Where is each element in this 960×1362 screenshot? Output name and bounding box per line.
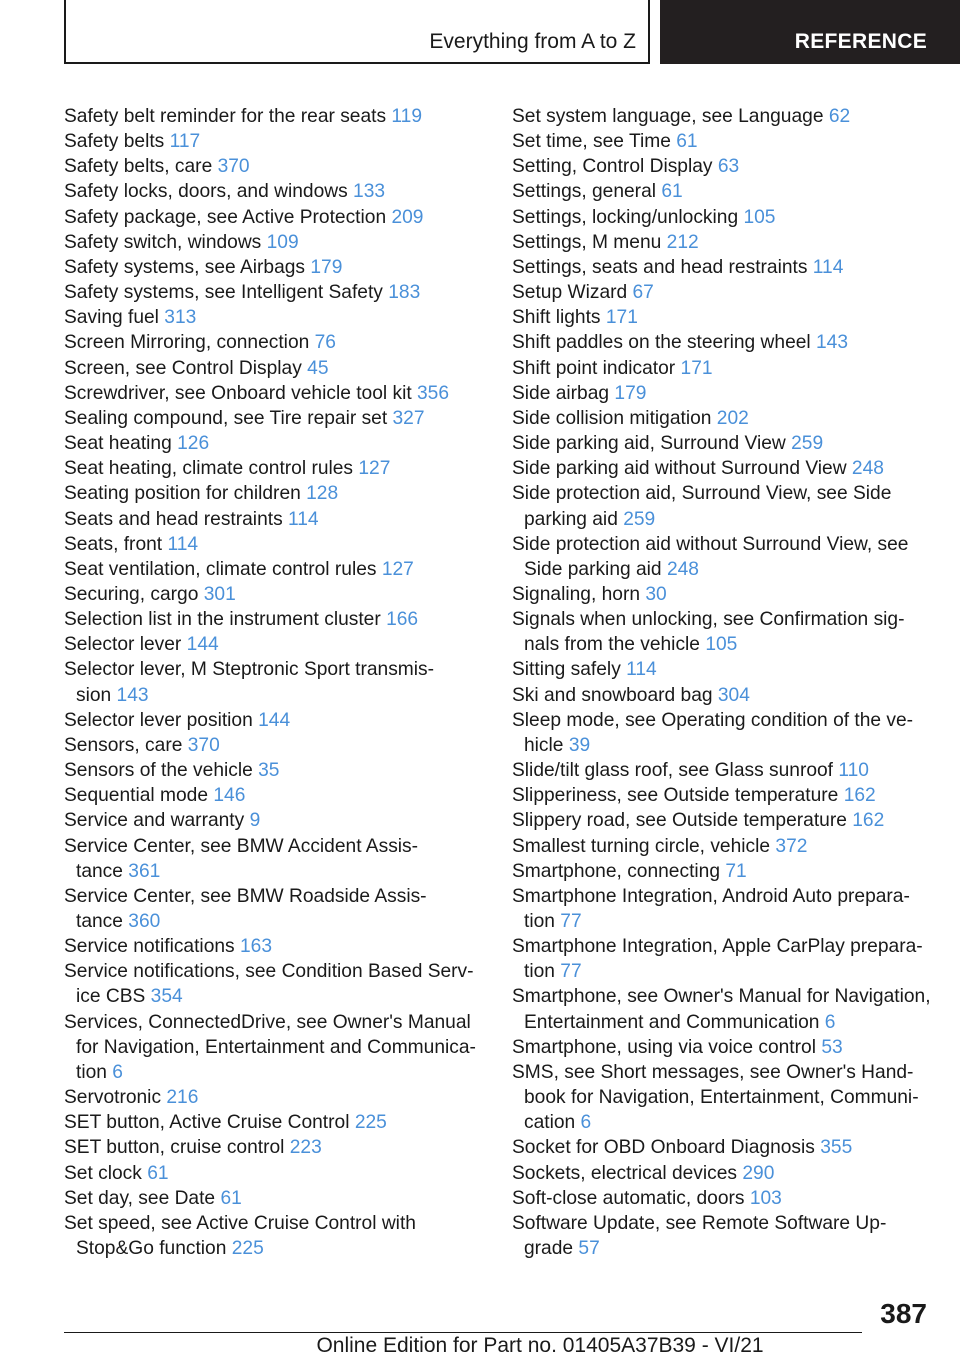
reference-tab-label: REFERENCE: [794, 30, 927, 53]
index-entry: [64, 1135, 494, 1160]
index-entry-text: SMS, see Short messages, see Owner's Hand-: [512, 1061, 914, 1083]
index-entry: [512, 456, 952, 481]
index-entry: [512, 1211, 952, 1261]
page-reference-link[interactable]: 109: [266, 231, 299, 253]
index-entry: [512, 255, 952, 280]
page-reference-link[interactable]: 143: [816, 332, 849, 354]
index-entry-text: Selector lever: [64, 634, 182, 656]
index-entry-text: sion: [76, 684, 112, 706]
index-entry-text: Seats, front: [64, 533, 163, 555]
index-entry: [512, 1035, 952, 1060]
index-entry: [512, 406, 952, 431]
page-reference-link[interactable]: 163: [239, 936, 272, 958]
index-entry-text: parking aid: [524, 508, 618, 530]
page-reference-link[interactable]: 63: [717, 156, 740, 178]
index-entry-text: Service notifications, see Condition Based Serv-: [64, 961, 474, 983]
index-entry-text: Side parking aid without Surround View: [512, 458, 847, 480]
index-entry: [64, 733, 494, 758]
page-reference-link[interactable]: 202: [716, 407, 749, 429]
index-entry-text: tance: [76, 860, 123, 882]
index-entry-text: tance: [76, 911, 123, 932]
index-entry-text: Ski and snowboard bag: [512, 684, 713, 706]
page-reference-link[interactable]: 61: [676, 131, 698, 153]
index-entry-text: Setting, Control Display: [512, 156, 713, 178]
index-entry-text: Sensors, care: [64, 734, 183, 756]
index-entry: [512, 1161, 952, 1186]
index-entry: [64, 783, 494, 808]
page-reference-link[interactable]: 114: [167, 533, 199, 555]
index-entry-text: Safety belts: [64, 131, 165, 153]
index-entry-text: ice CBS: [76, 986, 146, 1008]
index-entry: [512, 783, 952, 808]
index-entry-text: Software Update, see Remote Software Up-: [512, 1212, 887, 1234]
index-column-left: [64, 104, 494, 1261]
page-reference-link[interactable]: 304: [717, 684, 750, 706]
index-entry: [512, 1186, 952, 1211]
index-entry: [512, 934, 952, 984]
index-entry: [64, 834, 494, 884]
index-entry-text: Smartphone Integration, Android Auto prepara-: [512, 885, 910, 907]
page-reference-link[interactable]: 225: [354, 1112, 387, 1134]
page-reference-link[interactable]: 225: [231, 1238, 264, 1260]
page-reference-link[interactable]: 248: [666, 558, 699, 580]
index-entry-text: Set clock: [64, 1162, 142, 1184]
index-entry-text: Set system language, see Language: [512, 106, 824, 127]
index-entry-text: Side parking aid: [524, 558, 662, 580]
page-reference-link[interactable]: 35: [258, 760, 280, 782]
index-entry-text: Safety package, see Active Protection: [64, 206, 387, 228]
index-entry-text: Sleep mode, see Operating condition of the ve-: [512, 709, 914, 731]
index-entry: [512, 532, 952, 582]
index-entry: [64, 632, 494, 657]
index-entry-text: Slipperiness, see Outside temperature: [512, 785, 839, 807]
index-entry-text: Settings, locking/unlocking: [512, 206, 739, 228]
page-reference-link[interactable]: 212: [666, 231, 699, 253]
index-entry-text: Service Center, see BMW Roadside Assis-: [64, 885, 427, 907]
page-reference-link[interactable]: 290: [742, 1162, 775, 1184]
index-entry-text: Sequential mode: [64, 785, 209, 807]
index-entry: [512, 758, 952, 783]
index-entry: [64, 330, 494, 355]
index-entry: [64, 280, 494, 305]
index-entry: [512, 280, 952, 305]
index-entry: [64, 205, 494, 230]
index-entry: [64, 1161, 494, 1186]
index-entry-text: Seats and head restraints: [64, 508, 283, 530]
section-title-box: [64, 0, 650, 64]
index-entry-text: SET button, cruise control: [64, 1137, 285, 1159]
page-reference-link[interactable]: 77: [560, 961, 582, 983]
page-reference-link[interactable]: 370: [217, 156, 250, 178]
page-reference-link[interactable]: 39: [568, 734, 591, 756]
index-entry-text: nals from the vehicle: [524, 634, 700, 656]
page-reference-link[interactable]: 179: [614, 382, 647, 404]
index-entry: [64, 708, 494, 733]
index-entry-text: Selection list in the instrument cluster: [64, 609, 381, 631]
index-entry-text: Services, ConnectedDrive, see Owner's Manual: [64, 1011, 471, 1033]
page-reference-link[interactable]: 6: [580, 1112, 592, 1134]
index-entry: [64, 481, 494, 506]
page-reference-link[interactable]: 61: [220, 1187, 242, 1209]
page-reference-link[interactable]: 209: [391, 206, 424, 228]
index-entry-text: Settings, M menu: [512, 231, 662, 253]
index-entry-text: Seat heating: [64, 433, 172, 455]
page-reference-link[interactable]: 30: [645, 583, 667, 605]
index-entry-text: Service notifications: [64, 936, 235, 958]
index-entry-text: Socket for OBD Onboard Diagnosis: [512, 1137, 815, 1159]
index-entry-text: Smartphone, using via voice control: [512, 1036, 816, 1058]
index-entry: [512, 808, 952, 833]
index-entry-text: Safety belt reminder for the rear seats: [64, 106, 387, 127]
page-reference-link[interactable]: 259: [791, 433, 824, 455]
index-entry-text: Smartphone, see Owner's Manual for Navigation,: [512, 986, 931, 1008]
page-reference-link[interactable]: 354: [150, 986, 183, 1008]
index-entry-text: Stop&Go function: [76, 1238, 227, 1260]
index-entry: [64, 230, 494, 255]
section-title: Everything from A to Z: [429, 30, 636, 53]
index-entry: [64, 1110, 494, 1135]
page-reference-link[interactable]: 166: [386, 609, 419, 631]
page-reference-link[interactable]: 119: [391, 106, 423, 127]
page-reference-link[interactable]: 57: [578, 1238, 600, 1260]
index-entry-text: Sealing compound, see Tire repair set: [64, 407, 388, 429]
page-number: 387: [880, 1298, 927, 1329]
index-entry: [64, 532, 494, 557]
index-entry-text: Side parking aid, Surround View: [512, 433, 786, 455]
index-entry-text: Slippery road, see Outside temperature: [512, 810, 847, 832]
index-entry-text: Seat ventilation, climate control rules: [64, 558, 377, 580]
index-entry-text: hicle: [524, 734, 564, 756]
footer-divider: [64, 1332, 862, 1333]
index-entry: [512, 859, 952, 884]
page-reference-link[interactable]: 356: [417, 382, 450, 404]
index-entry: [64, 305, 494, 330]
page-reference-link[interactable]: 301: [203, 583, 236, 605]
index-entry: [64, 607, 494, 632]
index-entry-text: Side airbag: [512, 382, 610, 404]
page-reference-link[interactable]: 62: [828, 106, 851, 127]
index-entry-text: Side protection aid without Surround View, see: [512, 533, 909, 555]
index-entry-text: Smallest turning circle, vehicle: [512, 835, 771, 857]
page-reference-link[interactable]: 133: [353, 181, 386, 203]
page-reference-link[interactable]: 103: [749, 1187, 782, 1209]
index-entry-text: Screen, see Control Display: [64, 357, 302, 379]
index-entry-text: Sitting safely: [512, 659, 621, 681]
page-reference-link[interactable]: 259: [623, 508, 656, 530]
page-reference-link[interactable]: 183: [388, 282, 421, 304]
index-entry-text: Seat heating, climate control rules: [64, 458, 354, 480]
footer-edition: [0, 1334, 960, 1358]
page-reference-link[interactable]: 171: [605, 307, 638, 329]
index-entry: [512, 356, 952, 381]
index-entry: [64, 104, 494, 129]
index-entry: [64, 557, 494, 582]
page-reference-link[interactable]: 179: [310, 256, 343, 278]
page-reference-link[interactable]: 223: [289, 1137, 322, 1159]
page-reference-link[interactable]: 361: [128, 860, 161, 882]
page-reference-link[interactable]: 127: [381, 558, 414, 580]
page-reference-link[interactable]: 162: [852, 810, 885, 832]
page-reference-link[interactable]: 171: [680, 357, 713, 379]
page-header: [0, 0, 960, 66]
page-reference-link[interactable]: 105: [705, 634, 738, 656]
page-reference-link[interactable]: 53: [821, 1036, 843, 1058]
index-entry-text: Safety locks, doors, and windows: [64, 181, 348, 203]
index-entry: [64, 758, 494, 783]
index-entry: [512, 230, 952, 255]
page-reference-link[interactable]: 9: [249, 810, 261, 832]
index-entry-text: Set speed, see Active Cruise Control with: [64, 1212, 416, 1234]
index-entry: [512, 984, 952, 1034]
index-entry-text: Signals when unlocking, see Confirmation sig-: [512, 609, 905, 631]
page-reference-link[interactable]: 126: [177, 433, 210, 455]
index-entry: [512, 104, 952, 129]
page-reference-link[interactable]: 61: [147, 1162, 169, 1184]
index-entry-text: Sensors of the vehicle: [64, 760, 253, 782]
index-entry-text: tion: [524, 911, 555, 932]
index-entry: [512, 431, 952, 456]
page-reference-link[interactable]: 370: [187, 734, 220, 756]
page-reference-link[interactable]: 355: [820, 1137, 853, 1159]
index-entry-text: Sockets, electrical devices: [512, 1162, 738, 1184]
index-entry: [64, 1085, 494, 1110]
page-reference-link[interactable]: 6: [824, 1011, 836, 1033]
index-entry: [64, 255, 494, 280]
reference-tab: [660, 0, 960, 64]
index-entry-text: SET button, Active Cruise Control: [64, 1112, 350, 1134]
index-entry-text: Selector lever, M Steptronic Sport transmis-: [64, 659, 435, 681]
index-entry: [64, 959, 494, 1009]
index-entry: [512, 1060, 952, 1135]
index-entry: [512, 381, 952, 406]
page-reference-link[interactable]: 313: [164, 307, 197, 329]
page-reference-link[interactable]: 248: [851, 458, 884, 480]
index-entry-text: Service Center, see BMW Accident Assis-: [64, 835, 419, 857]
index-entry-text: Shift lights: [512, 307, 601, 329]
page-reference-link[interactable]: 71: [725, 860, 747, 882]
index-entry-text: for Navigation, Entertainment and Communica-: [76, 1036, 476, 1058]
index-entry: [64, 406, 494, 431]
index-entry-text: tion: [524, 961, 555, 983]
index-entry: [64, 381, 494, 406]
page-reference-link[interactable]: 143: [116, 684, 149, 706]
index-entry: [512, 834, 952, 859]
index-entry-text: Settings, general: [512, 181, 656, 203]
index-entry-text: grade: [524, 1238, 574, 1260]
index-entry-text: Signaling, horn: [512, 583, 641, 605]
page-reference-link[interactable]: 144: [258, 709, 291, 731]
index-entry-text: Smartphone Integration, Apple CarPlay prepara-: [512, 936, 923, 958]
index-entry-text: Shift point indicator: [512, 357, 676, 379]
index-entry-text: Entertainment and Communication: [524, 1011, 820, 1033]
page-reference-link[interactable]: 114: [812, 256, 844, 278]
index-entry-text: Safety switch, windows: [64, 231, 262, 253]
page-reference-link[interactable]: 114: [288, 508, 319, 530]
index-entry: [64, 884, 494, 934]
index-entry-text: Set day, see Date: [64, 1187, 216, 1209]
index-entry-text: tion: [76, 1061, 107, 1083]
index-entry: [64, 808, 494, 833]
index-entry: [64, 934, 494, 959]
index-entry: [512, 330, 952, 355]
index-entry-text: Safety systems, see Airbags: [64, 256, 306, 278]
page-reference-link[interactable]: 110: [838, 760, 869, 782]
index-entry: [512, 205, 952, 230]
index-entry-text: Selector lever position: [64, 709, 253, 731]
index-entry: [512, 884, 952, 934]
index-entry-text: Screwdriver, see Onboard vehicle tool kit: [64, 382, 412, 404]
page-reference-link[interactable]: 372: [775, 835, 808, 857]
index-entry-text: book for Navigation, Entertainment, Communi-: [524, 1087, 919, 1109]
page-reference-link[interactable]: 128: [306, 483, 339, 505]
page-reference-link[interactable]: 117: [169, 131, 201, 153]
page-reference-link[interactable]: 127: [358, 458, 391, 480]
index-entry: [512, 481, 952, 531]
index-entry-text: Set time, see Time: [512, 131, 671, 153]
index-entry-text: cation: [524, 1112, 576, 1134]
index-column-right: [512, 104, 952, 1261]
index-entry: [64, 456, 494, 481]
index-entry-text: Saving fuel: [64, 307, 159, 329]
index-entry: [512, 305, 952, 330]
index-entry: [64, 1186, 494, 1211]
page-reference-link[interactable]: 146: [213, 785, 246, 807]
page-reference-link[interactable]: 67: [632, 282, 654, 304]
index-entry-text: Smartphone, connecting: [512, 860, 720, 882]
page-reference-link[interactable]: 327: [392, 407, 425, 429]
page-reference-link[interactable]: 6: [112, 1061, 123, 1083]
index-entry: [512, 657, 952, 682]
index-entry: [512, 683, 952, 708]
edition-text: Online Edition for Part no. 01405A37B39 - VI/21: [316, 1334, 764, 1357]
index-entry: [512, 582, 952, 607]
index-entry-text: Service and warranty: [64, 810, 245, 832]
index-entry-text: Safety belts, care: [64, 156, 213, 178]
page-reference-link[interactable]: 360: [128, 911, 161, 932]
index-entry: [64, 507, 494, 532]
index-entry: [512, 129, 952, 154]
index-entry: [64, 129, 494, 154]
page-reference-link[interactable]: 76: [314, 332, 336, 354]
index-entry-text: Side collision mitigation: [512, 407, 712, 429]
index-entry-text: Servotronic: [64, 1087, 162, 1109]
index-entry: [64, 1211, 494, 1261]
index-entry: [64, 1010, 494, 1085]
index-entry: [64, 154, 494, 179]
index-entry: [64, 179, 494, 204]
index-entry-text: Setup Wizard: [512, 282, 628, 304]
index-entry-text: Safety systems, see Intelligent Safety: [64, 282, 383, 304]
page-reference-link[interactable]: 216: [166, 1087, 199, 1109]
page-reference-link[interactable]: 144: [186, 634, 219, 656]
page-reference-link[interactable]: 45: [307, 357, 329, 379]
index-entry: [64, 356, 494, 381]
page-reference-link[interactable]: 162: [843, 785, 876, 807]
index-entry: [512, 607, 952, 657]
index-entry-text: Seating position for children: [64, 483, 301, 505]
page-reference-link[interactable]: 61: [661, 181, 683, 203]
index-entry-text: Slide/tilt glass roof, see Glass sunroof: [512, 760, 834, 782]
index-entry-text: Soft-close automatic, doors: [512, 1187, 745, 1209]
page-reference-link[interactable]: 105: [743, 206, 776, 228]
index-entry: [64, 582, 494, 607]
index-entry: [64, 431, 494, 456]
index-entry-text: Securing, cargo: [64, 583, 199, 605]
index-entry-text: Shift paddles on the steering wheel: [512, 332, 811, 354]
index-entry: [512, 154, 952, 179]
index-entry-text: Side protection aid, Surround View, see Side: [512, 483, 892, 505]
index-entry-text: Screen Mirroring, connection: [64, 332, 310, 354]
index-entry: [512, 1135, 952, 1160]
page-reference-link[interactable]: 77: [560, 911, 582, 932]
index-entry: [64, 657, 494, 707]
page-reference-link[interactable]: 114: [626, 659, 657, 681]
index-entry: [512, 179, 952, 204]
index-entry-text: Settings, seats and head restraints: [512, 256, 808, 278]
index-entry: [512, 708, 952, 758]
